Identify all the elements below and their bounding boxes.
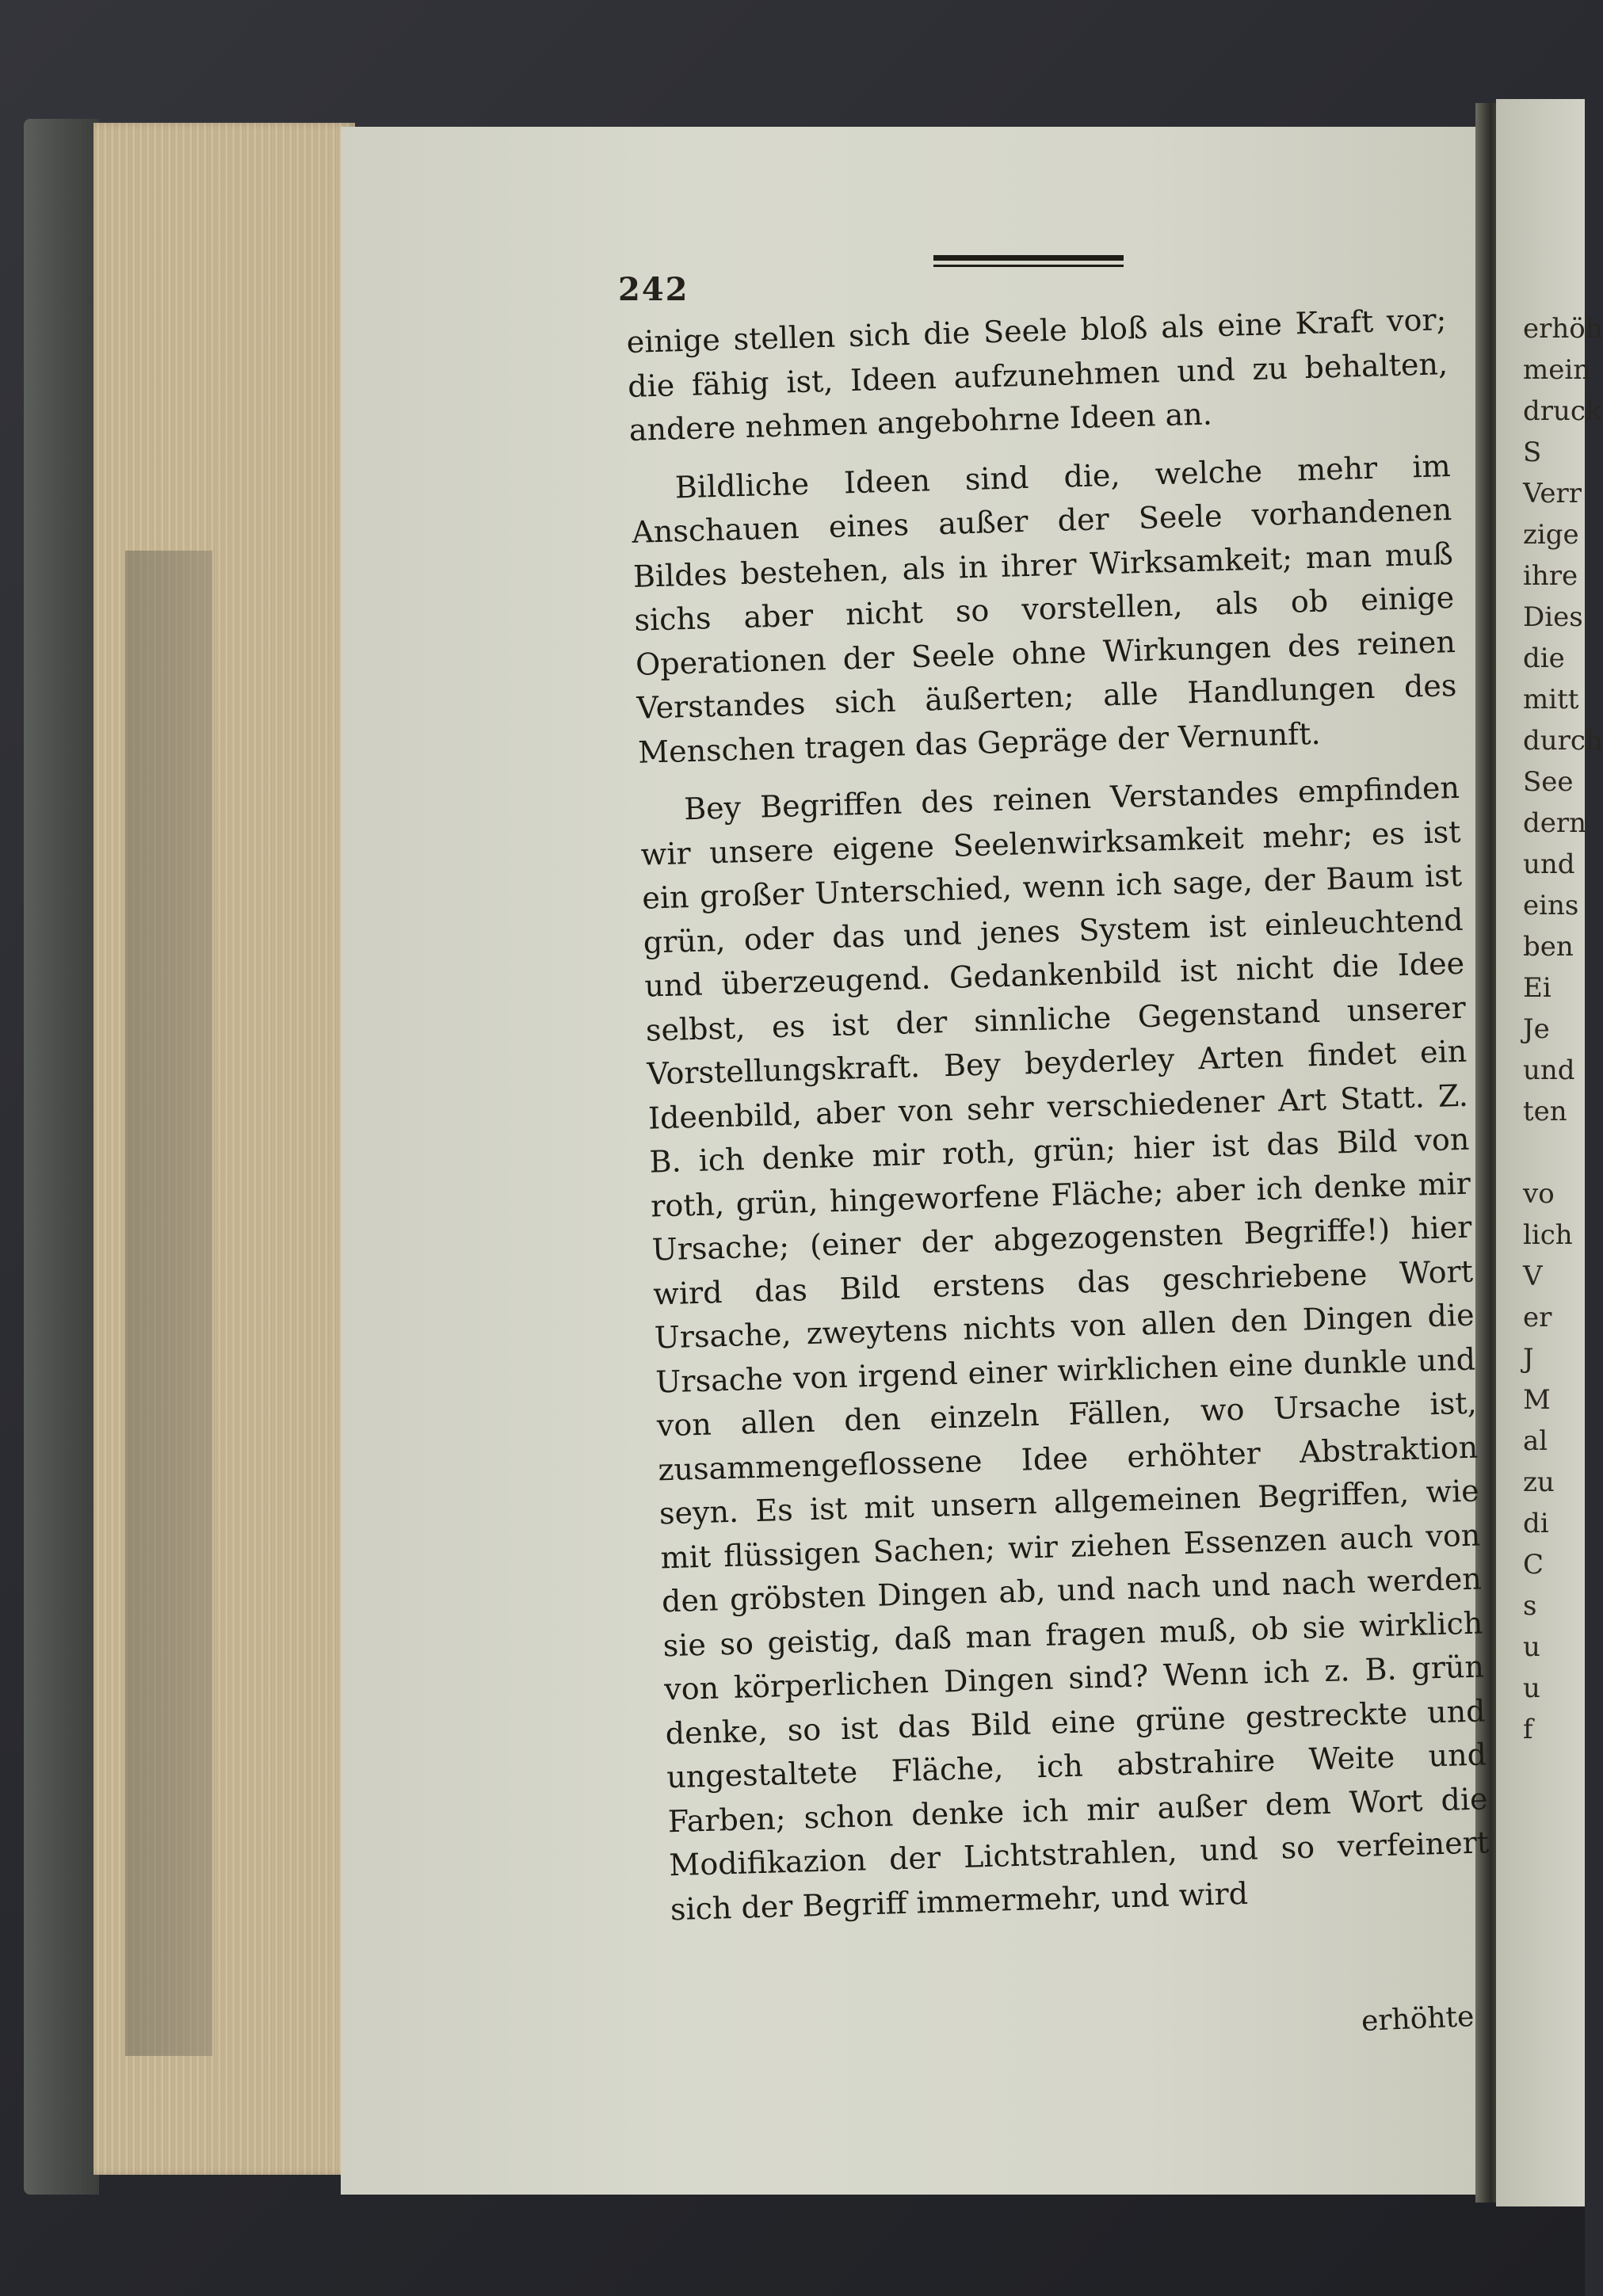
page-text [626,298,1490,1932]
facing-line [1496,1137,1585,1178]
facing-line: f [1523,1714,1533,1745]
paragraph-3: Bey Begriffen des reinen Verstandes empfinden wir unsere eigene Seelenwirksamkeit mehr; es ist ein großer Unterschied, wenn ich sage, der Baum ist grün, oder das und jenes System ist einleuchtend und überzeugend. Gedankenbild ist nicht die Idee selbst, es ist der sinnliche Gegenstand unserer Vorstellungskraft. Bey beyderley Arten findet ein Ideenbild, aber von sehr verschiedener Art Statt. Z. B. ich denke mir roth, grün; hier ist das Bild von roth, grün, hingeworfene Fläche; aber ich denke mir Ursache; (einer der abgezogensten Begriffe!) hier wird das Bild erstens das geschriebene Wort Ursache, zweytens nichts von allen den Dingen die Ursache von irgend einer wirklichen eine dunkle und von allen den einzeln Fällen, wo Ursache ist, zusammengeflossene Idee erhöhter Abstraktion seyn. Es ist mit unsern allgemeinen Begriffen, wie mit flüssigen Sachen; wir ziehen Essenzen auch von den gröbsten Dingen ab, und nach und nach werden sie so geistig, daß man fragen muß, ob sie wirklich von körperlichen Dingen sind? Wenn ich z. B. grün denke, so ist das Bild eine grüne gestreckte und ungestaltete Fläche, ich abstrahire Weite und Farben; schon denke ich mir außer dem Wort die Modifikazion der Lichtstrahlen, und so verfeinert sich der Begriff immermehr, und wird [640,769,1490,1927]
facing-line: u [1523,1672,1540,1704]
facing-line: mitt [1523,684,1579,715]
facing-line: vo [1523,1178,1555,1210]
header-rule-thin [933,265,1124,267]
facing-line: und [1523,1055,1575,1086]
facing-line: S [1523,437,1542,468]
facing-line: eins [1523,890,1579,921]
facing-line: di [1523,1508,1549,1539]
page-number: 242 [618,271,689,308]
facing-line: Verr [1523,478,1582,509]
facing-line: M [1523,1384,1551,1416]
facing-line: lich [1523,1219,1573,1251]
facing-line: ihre [1523,560,1578,592]
header-rule-thick [933,255,1124,261]
facing-line: J [1523,1343,1534,1375]
facing-line: s [1523,1590,1537,1622]
facing-line: durch [1523,725,1603,757]
facing-line: C [1523,1549,1544,1581]
facing-line: mein [1523,354,1591,386]
facing-line: druck [1523,395,1602,427]
facing-line: die [1523,643,1565,674]
facing-page [1496,99,1603,2206]
cover-edge [24,119,99,2195]
facing-line: zu [1523,1466,1555,1498]
facing-line: See [1523,766,1574,798]
facing-line: Dies [1523,601,1583,633]
facing-line: Je [1523,1013,1550,1045]
facing-line: al [1523,1425,1548,1457]
facing-line: zige [1523,519,1579,551]
facing-line: V [1523,1261,1543,1292]
paragraph-2: Bildliche Ideen sind die, welche mehr im Anschauen eines außer der Seele vorhandenen Bildes bestehen, als in ihrer Wirksamkeit; man muß sichs aber nicht so vorstellen, als ob einige Operationen der Seele ohne Wirkungen des reinen Verstandes sich äußerten; alle Handlungen des Menschen tragen das Gepräge der Vernunft. [631,448,1457,770]
facing-line: und [1523,849,1575,880]
catchword: erhöhte [1361,2000,1475,2039]
facing-line: Ei [1523,972,1551,1004]
paragraph-1: einige stellen sich die Seele bloß als eine Kraft vor; die fähig ist, Ideen aufzunehmen und zu behalten, andere nehmen angebohrne Ideen an. [626,302,1448,448]
facing-line: ben [1523,931,1574,963]
facing-line: erhöh [1523,313,1603,345]
page-stack-shadow [125,551,212,2056]
facing-line: u [1523,1631,1540,1663]
facing-line: dern [1523,807,1587,839]
facing-line: ten [1523,1096,1567,1127]
page-stack [94,123,355,2175]
facing-line: er [1523,1302,1552,1333]
